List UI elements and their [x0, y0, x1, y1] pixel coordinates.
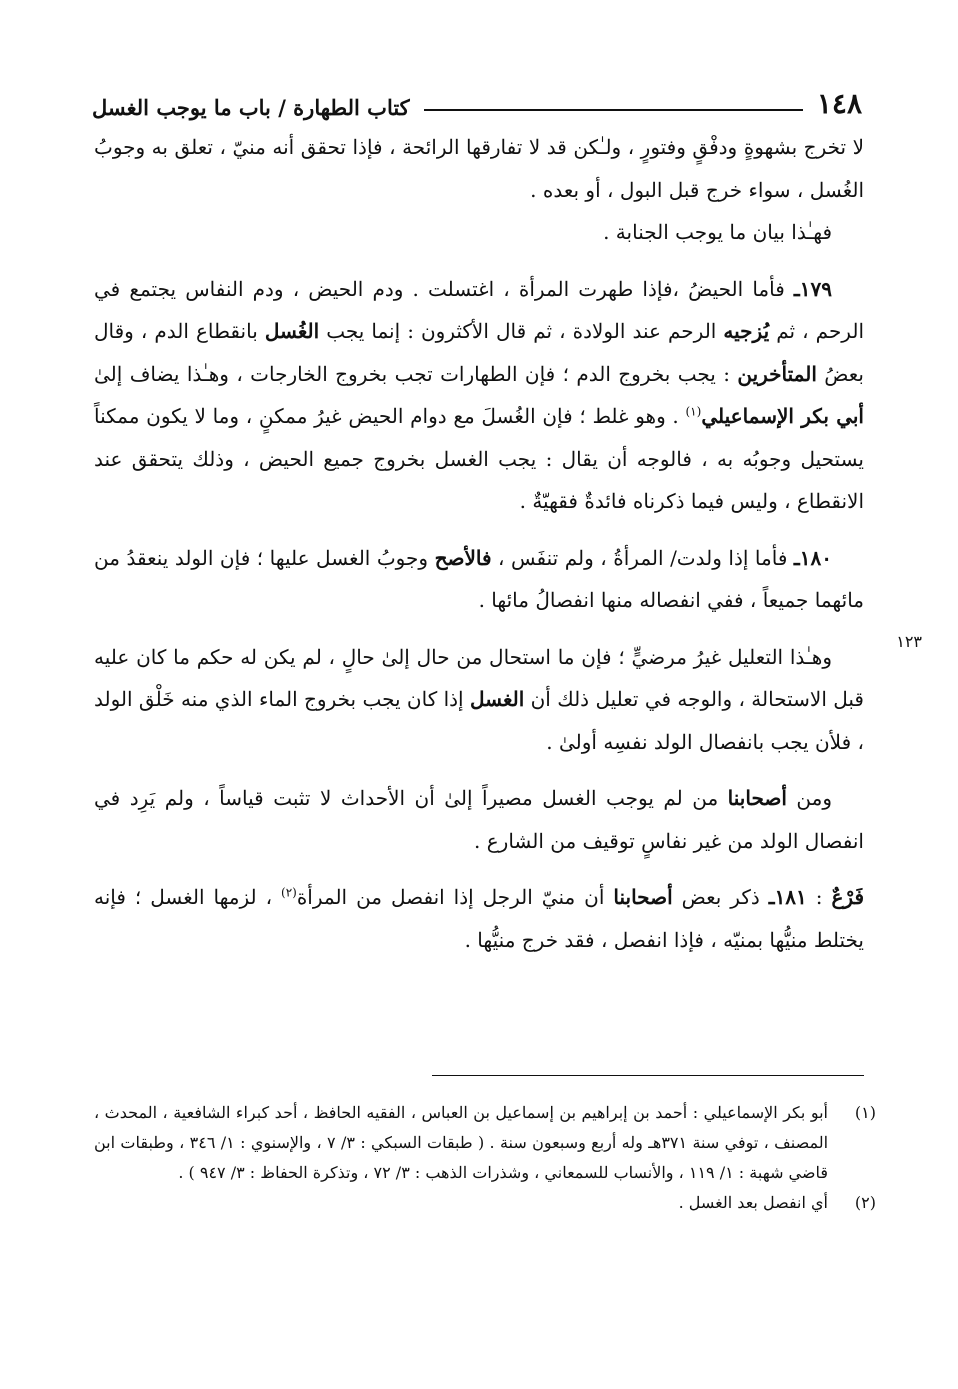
footnote-separator — [432, 1075, 864, 1076]
paragraph-181 — [94, 876, 864, 961]
text-segment: : — [806, 885, 832, 909]
footnote-2 — [94, 1188, 876, 1218]
bold-name: أبي بكر الإسماعيلي — [701, 404, 864, 428]
footnote-text: أبو بكر الإسماعيلي : أحمد بن إبراهيم بن إسماعيل بن العباس ، الفقيه الحافظ ، أحد كبراء الشافعية ، المحدث ، المصنف ، توفي سنة ٣٧١هـ وله أربع وسبعون سنة . ( طبقات السبكي : ٣/ ٧ ، والإسنوي : ١/ ٣٤٦ ، وطبقات ابن قاضي شهبة : ١/ ١١٩ ، والأنساب للسمعاني ، وشذرات الذهب : ٣/ ٧٢ ، وتذكرة الحفاظ : ٣/ ٩٤٧ ) . — [94, 1103, 829, 1182]
paragraph-number: ١٧٩ـ — [793, 276, 832, 301]
margin-page-reference: ١٢٣ — [896, 632, 922, 651]
paragraph-number: ١٨١ـ — [768, 885, 807, 909]
header-rule — [424, 109, 803, 111]
footnote-label: (١) — [854, 1103, 876, 1122]
paragraph-number: ١٨٠ـ — [793, 545, 832, 570]
paragraph-continuation: لا تخرج بشهوةٍ ودفْقٍ وفتورٍ ، ولـٰكن قد لا تفارقها الرائحة ، فإذا تحقق أنه منيّ ، تعلق به وجوبُ الغُسل ، سواء خرج قبل البول ، أو بعده . — [94, 135, 864, 202]
bold-term: المتأخرين — [737, 361, 817, 386]
paragraph-janaba-summary: فهـٰذا بيان ما يوجب الجنابة . — [603, 220, 832, 244]
header-title: كتاب الطهارة / باب ما يوجب الغسل — [92, 95, 410, 120]
paragraph-180 — [94, 537, 864, 622]
footnote-text: أي انفصل بعد الغسل . — [678, 1193, 828, 1212]
footnote-marker[interactable]: (١) — [685, 404, 702, 419]
text-segment: أن منيّ الرجل إذا انفصل من المرأة — [296, 885, 614, 909]
bold-term: الغُسل — [264, 319, 320, 343]
paragraph-179 — [94, 268, 864, 523]
text-segment: فأما الحيضُ ،فإذا طهرت المرأة ، اغتسلت . ودم الحيض ، ودم النفاس يجتمع في الرحم ، ثم — [94, 276, 864, 343]
text-segment: إذا كان يجب بخروج الماء الذي منه خَلْق الولد ، فلأن يجب بانفصال الولد نفسِه أولىٰ . — [94, 687, 864, 754]
text-segment: ومن — [786, 786, 832, 810]
bold-term: الغسل — [469, 687, 525, 711]
text-segment: بانقطاع الدم ، وقال بعضُ — [94, 319, 864, 386]
text-segment: من لم يوجب الغسل مصيراً إلىٰ أن الأحداث لا تثبت قياساً ، ولم يَرِد في انفصال الولد من غير نفاسٍ توقيف من الشارع . — [94, 786, 864, 853]
text-segment: : يجب بخروج الدم ؛ فإن الطهارات تجب بخروج الخارجات ، وهـٰذا يضاف إلىٰ — [94, 361, 738, 386]
bold-term: أصحابنا — [613, 885, 673, 909]
bold-term: فالأصح — [434, 545, 492, 570]
paragraph-ashabuna — [94, 777, 864, 862]
text-segment: وجوبُ الغسل عليها ؛ فإن الولد ينعقدُ من مائهما جميعاً ، ففي انفصاله منها انفصالُ مائها . — [94, 545, 864, 612]
running-header — [92, 78, 862, 118]
bold-term: أصحابنا — [727, 786, 787, 810]
footnote-marker[interactable]: (٢) — [281, 885, 297, 900]
footnotes — [94, 1098, 876, 1218]
footnote-label: (٢) — [854, 1193, 876, 1212]
page-number: ١٤٨ — [816, 87, 862, 120]
text-segment: وهـٰذا التعليل غيرُ مرضيٍّ ؛ فإن ما استحال من حال إلىٰ حالٍ ، لم يكن له حكم ما كان عليه قبل الاستحالة ، والوجه في تعليل ذلك أن — [94, 644, 864, 711]
main-text — [94, 126, 864, 961]
bold-term: يُزجيه — [723, 319, 770, 343]
text-segment: ذكر بعض — [672, 885, 769, 909]
far-heading: فَرْعٌ — [831, 885, 864, 909]
paragraph-ta-lil — [94, 636, 864, 764]
text-segment: الرحم عند الولادة ، ثم قال الأكثرون : إنما يجب — [319, 319, 724, 343]
text-segment: فأما إذا ولدت/ المرأةُ ، ولم تنفَس ، — [491, 545, 794, 570]
footnote-1 — [94, 1098, 876, 1188]
text-segment: . وهو غلط ؛ فإن الغُسلَ مع دوام الحيض غيرُ ممكنٍ ، وما لا يكون ممكناً يستحيل وجوبُه به ، فالوجه أن يقال : يجب الغسل بخروج جميع الحيض ، وذلك يتحقق عند الانقطاع ، وليس فيما ذكرناه فائدةٌ فقهيّةٌ . — [94, 404, 864, 513]
text-segment: ، لزمها الغسل ؛ فإنه يختلط منيُّها بمنيّه ، فإذا انفصل ، فقد خرج منيُّها . — [94, 885, 864, 952]
